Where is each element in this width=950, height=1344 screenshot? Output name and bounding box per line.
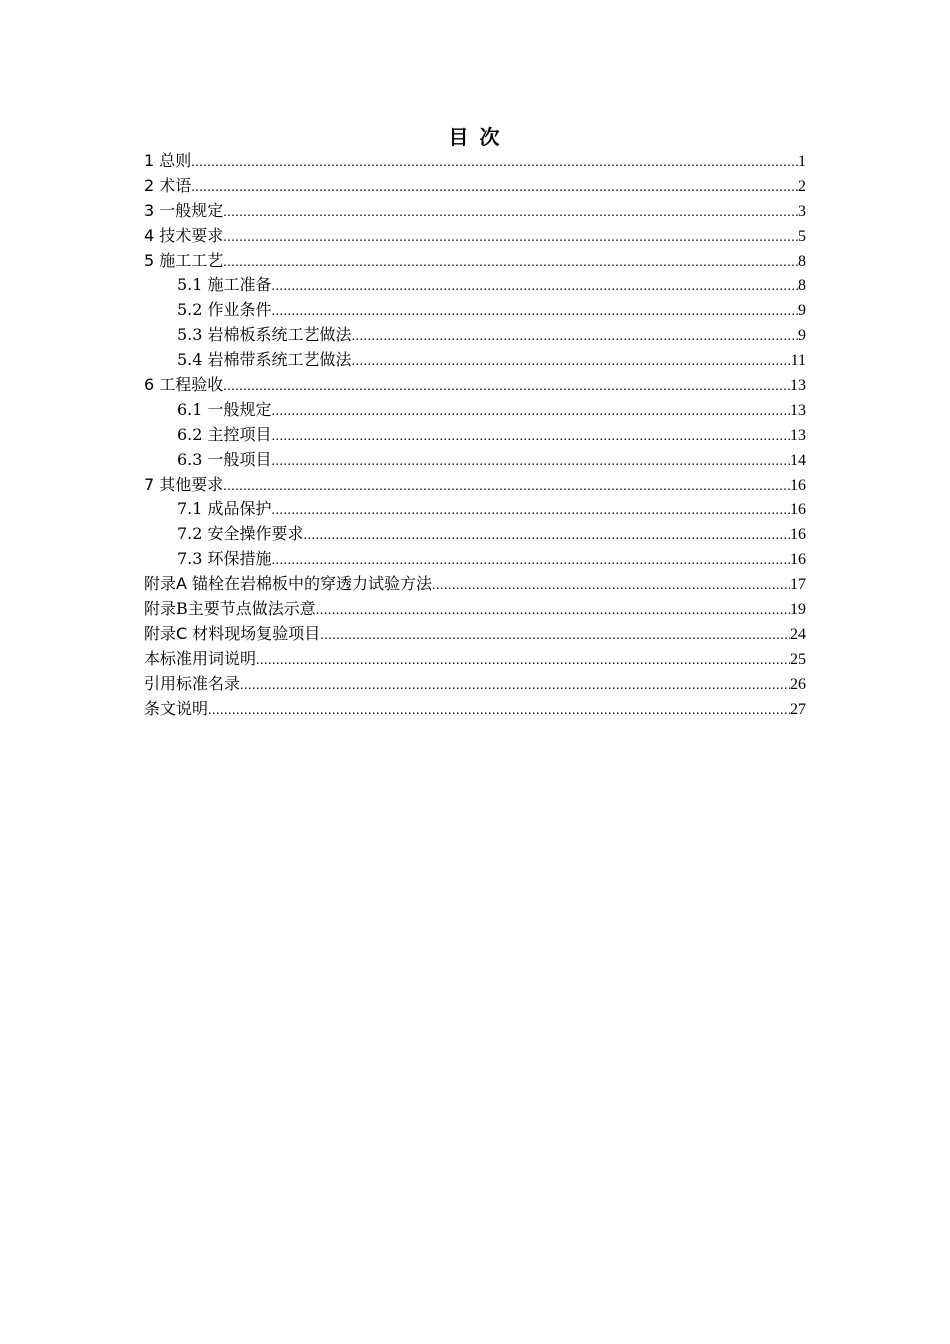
dot-leader bbox=[191, 151, 798, 176]
dot-leader bbox=[352, 350, 791, 375]
toc-entry-label: 本标准用词说明 bbox=[144, 648, 257, 668]
toc-entry-page-number: 13 bbox=[790, 401, 806, 419]
dot-leader bbox=[272, 425, 790, 450]
toc-entry-page-number: 5 bbox=[798, 227, 806, 245]
toc-entry-page-number: 27 bbox=[790, 700, 806, 718]
toc-entry-label: 引用标准名录 bbox=[144, 673, 241, 693]
toc-entry-page-number: 13 bbox=[790, 377, 806, 395]
toc-entry-label: 5.4 岩棉带系统工艺做法 bbox=[177, 350, 352, 370]
toc-entry-label: 7.2 安全操作要求 bbox=[177, 524, 304, 544]
dot-leader bbox=[223, 251, 798, 276]
toc-entry-label: 6 工程验收 bbox=[144, 375, 224, 395]
toc-entry-page-number: 14 bbox=[790, 451, 806, 469]
toc-entry[interactable] bbox=[144, 572, 806, 597]
toc-entry-page-number: 2 bbox=[798, 177, 806, 195]
dot-leader bbox=[316, 599, 790, 624]
dot-leader bbox=[304, 524, 790, 549]
toc-entry[interactable] bbox=[144, 497, 806, 522]
toc-entry-label: 条文说明 bbox=[144, 698, 209, 718]
toc-entry[interactable] bbox=[144, 348, 806, 373]
dot-leader bbox=[320, 624, 790, 649]
toc-entry[interactable] bbox=[144, 473, 806, 498]
dot-leader bbox=[223, 201, 798, 226]
toc-entry-page-number: 25 bbox=[790, 650, 806, 668]
dot-leader bbox=[272, 400, 790, 425]
toc-entry-page-number: 16 bbox=[790, 526, 806, 544]
toc-entry[interactable] bbox=[144, 149, 806, 174]
dot-leader bbox=[272, 549, 790, 574]
toc-entry-page-number: 9 bbox=[798, 327, 806, 345]
toc-entry-label: 7 其他要求 bbox=[144, 474, 224, 494]
toc-entry-page-number: 8 bbox=[798, 277, 806, 295]
toc-entry[interactable] bbox=[144, 597, 806, 622]
dot-leader bbox=[272, 275, 798, 300]
toc-entry-page-number: 16 bbox=[790, 501, 806, 519]
toc-entry-page-number: 11 bbox=[790, 352, 806, 370]
toc-entry-label: 7.3 环保措施 bbox=[177, 549, 272, 569]
dot-leader bbox=[223, 375, 790, 400]
dot-leader bbox=[272, 499, 790, 524]
toc-entry[interactable] bbox=[144, 174, 806, 199]
dot-leader bbox=[432, 574, 790, 599]
toc-entry-page-number: 8 bbox=[798, 252, 806, 270]
toc-entry-label: 5.1 施工准备 bbox=[177, 275, 272, 295]
toc-entry[interactable] bbox=[144, 224, 806, 249]
toc-entry-label: 6.2 主控项目 bbox=[177, 424, 272, 444]
toc-entry-page-number: 9 bbox=[798, 302, 806, 320]
dot-leader bbox=[208, 699, 790, 724]
toc-entry-page-number: 26 bbox=[790, 675, 806, 693]
toc-entry-label: 4 技术要求 bbox=[144, 225, 224, 245]
dot-leader bbox=[256, 649, 790, 674]
toc-entry[interactable] bbox=[144, 647, 806, 672]
toc-entry[interactable] bbox=[144, 398, 806, 423]
toc-entry-label: 7.1 成品保护 bbox=[177, 499, 272, 519]
toc-entry-page-number: 19 bbox=[790, 601, 806, 619]
toc-entry-label: 附录A 锚栓在岩棉板中的穿透力试验方法 bbox=[144, 574, 433, 594]
toc-entry[interactable] bbox=[144, 672, 806, 697]
toc-entry-label: 5.3 岩棉板系统工艺做法 bbox=[177, 325, 352, 345]
toc-entry[interactable] bbox=[144, 298, 806, 323]
dot-leader bbox=[240, 674, 790, 699]
toc-entry-page-number: 24 bbox=[790, 625, 806, 643]
toc-entry[interactable] bbox=[144, 622, 806, 647]
toc-entry[interactable] bbox=[144, 373, 806, 398]
toc-entry-page-number: 3 bbox=[798, 202, 806, 220]
toc-entry-label: 1 总则 bbox=[144, 151, 192, 170]
toc-entry-label: 5 施工工艺 bbox=[144, 250, 224, 270]
toc-entry-page-number: 17 bbox=[790, 576, 806, 594]
toc-entry-label: 附录C 材料现场复验项目 bbox=[144, 623, 321, 643]
dot-leader bbox=[272, 300, 798, 325]
toc-entry-page-number: 13 bbox=[790, 426, 806, 444]
toc-entry-page-number: 16 bbox=[790, 476, 806, 494]
dot-leader bbox=[352, 325, 798, 350]
toc-entry[interactable] bbox=[144, 323, 806, 348]
toc-entry-page-number: 16 bbox=[790, 551, 806, 569]
toc-entry[interactable] bbox=[144, 199, 806, 224]
toc-entry-label: 3 一般规定 bbox=[144, 200, 224, 220]
toc-entry[interactable] bbox=[144, 448, 806, 473]
toc-entry[interactable] bbox=[144, 547, 806, 572]
toc-entry[interactable] bbox=[144, 249, 806, 274]
toc-list bbox=[144, 149, 806, 721]
toc-title: 目 次 bbox=[448, 125, 502, 149]
toc-entry-label: 5.2 作业条件 bbox=[177, 300, 272, 320]
toc-entry-label: 6.1 一般规定 bbox=[177, 399, 272, 419]
toc-entry[interactable] bbox=[144, 522, 806, 547]
toc-entry-label: 6.3 一般项目 bbox=[177, 449, 272, 469]
dot-leader bbox=[191, 176, 798, 201]
dot-leader bbox=[223, 475, 790, 500]
toc-entry[interactable] bbox=[144, 423, 806, 448]
toc-entry-label: 2 术语 bbox=[144, 175, 192, 195]
toc-entry[interactable] bbox=[144, 273, 806, 298]
toc-entry-label: 附录B主要节点做法示意 bbox=[144, 599, 316, 619]
toc-entry-page-number: 1 bbox=[798, 153, 806, 170]
toc-entry[interactable] bbox=[144, 697, 806, 722]
dot-leader bbox=[223, 226, 798, 251]
dot-leader bbox=[272, 450, 790, 475]
